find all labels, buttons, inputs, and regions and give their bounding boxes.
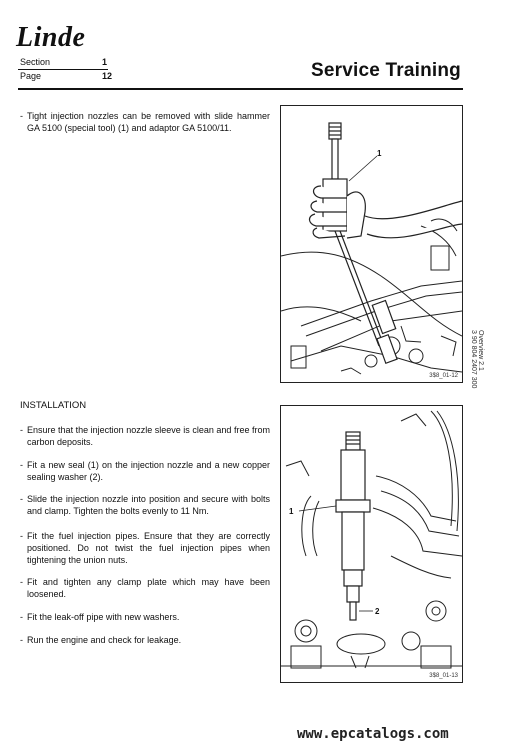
bullet-dash: - bbox=[20, 612, 23, 622]
step-text: Fit the leak-off pipe with new washers. bbox=[27, 612, 180, 622]
page-value: 12 bbox=[102, 71, 113, 81]
installation-heading: INSTALLATION bbox=[20, 400, 87, 411]
section-value: 1 bbox=[102, 57, 108, 67]
watermark: www.epcatalogs.com bbox=[297, 726, 449, 742]
injection-nozzle-illustration bbox=[281, 406, 462, 682]
linde-logo: Linde bbox=[16, 22, 86, 53]
step-text: Fit a new seal (1) on the injection nozzle and a new copper sealing washer (2). bbox=[27, 460, 270, 482]
step-text: Fit the fuel injection pipes. Ensure that they are correctly positioned. Do not twist the fuel injection pipes when tightening the union nuts. bbox=[27, 531, 270, 565]
figure1-callout-1: 1 bbox=[377, 149, 382, 158]
bullet-dash: - bbox=[20, 577, 23, 587]
section-label: Section bbox=[20, 57, 51, 67]
bullet-dash: - bbox=[20, 111, 23, 121]
installation-step bbox=[20, 611, 270, 623]
installation-step bbox=[20, 576, 270, 600]
bullet-dash: - bbox=[20, 425, 23, 435]
bullet-dash: - bbox=[20, 460, 23, 470]
header-rule bbox=[18, 88, 463, 90]
step-text: Ensure that the injection nozzle sleeve is clean and free from carbon deposits. bbox=[27, 425, 270, 447]
side-reference-code bbox=[470, 330, 484, 388]
installation-step bbox=[20, 634, 270, 646]
bullet-dash: - bbox=[20, 531, 23, 541]
step-text: Run the engine and check for leakage. bbox=[27, 635, 182, 645]
figure2-code: 3$8_01-13 bbox=[429, 673, 458, 679]
figure2-callout-1: 1 bbox=[289, 507, 294, 516]
figure1-code: 3$8_01-12 bbox=[429, 373, 458, 379]
slide-hammer-illustration bbox=[281, 106, 462, 382]
page-title: Service Training bbox=[311, 60, 461, 81]
meta-divider bbox=[18, 69, 108, 70]
installation-step bbox=[20, 530, 270, 566]
intro-paragraph bbox=[20, 110, 270, 134]
installation-step bbox=[20, 424, 270, 448]
figure-nozzle-installation bbox=[280, 405, 463, 683]
step-text: Slide the injection nozzle into position and secure with bolts and clamp. Tighten the bolts evenly to 11 Nm. bbox=[27, 494, 270, 516]
bullet-dash: - bbox=[20, 494, 23, 504]
figure2-callout-2: 2 bbox=[375, 607, 380, 616]
bullet-dash: - bbox=[20, 635, 23, 645]
figure-nozzle-removal bbox=[280, 105, 463, 383]
page-label: Page bbox=[20, 71, 42, 81]
installation-step bbox=[20, 493, 270, 517]
step-text: Fit and tighten any clamp plate which may have been loosened. bbox=[27, 577, 270, 599]
intro-text: Tight injection nozzles can be removed with slide hammer GA 5100 (special tool) (1) and adaptor GA 5100/11. bbox=[27, 111, 270, 133]
side-code-line-2: 3 90 804 2407 300 bbox=[470, 330, 477, 389]
side-code-line-1: Overview 2.1 bbox=[477, 330, 484, 371]
installation-step bbox=[20, 459, 270, 483]
